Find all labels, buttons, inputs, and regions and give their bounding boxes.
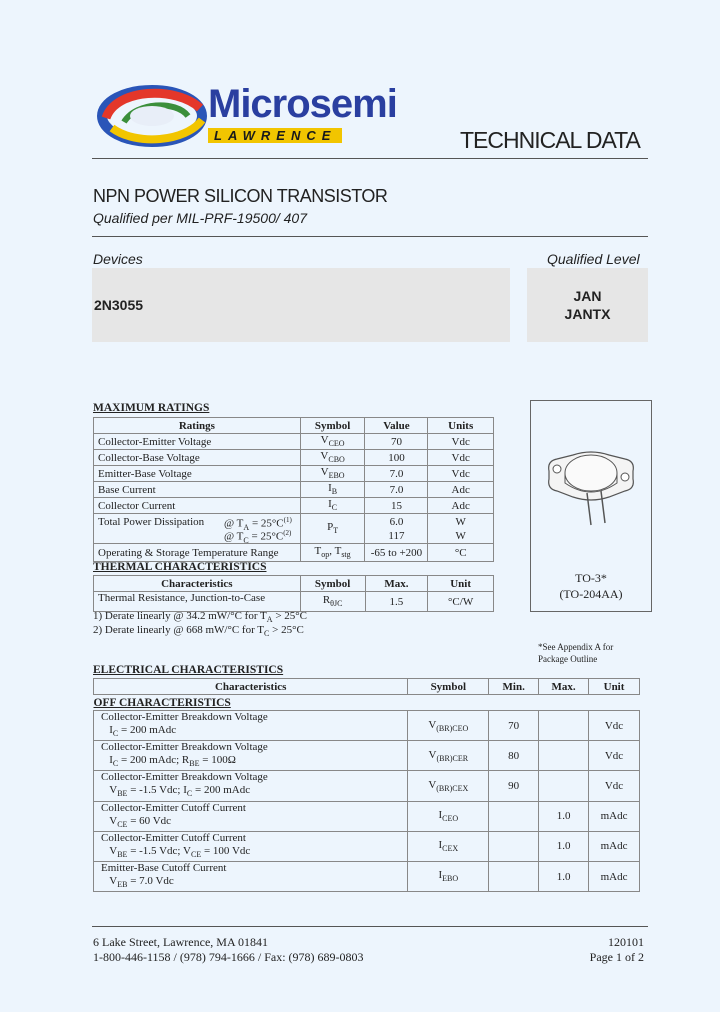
qualified-level-label: Qualified Level <box>547 251 640 267</box>
table-row: Collector-Emitter Cutoff Current $V_{CE} = 60$ Vdc $I_{CEO}$ 1.0 mAdc <box>94 801 640 831</box>
package-name: TO-3* <box>575 571 607 585</box>
division-name: LAWRENCE <box>208 128 342 143</box>
qualified-level-jantx: JANTX <box>564 306 611 322</box>
table-row: Total Power Dissipation @ $T_A = 25^\circ C^{(1)}$ @ $T_C = 25^\circ C^{(2)}$ $P_T$ 6.0 117 W W <box>94 514 494 544</box>
electrical-table <box>93 678 640 892</box>
package-box <box>530 400 652 612</box>
table-row: Emitter-Base Cutoff Current $V_{EB} = 7.0$ Vdc $I_{EBO}$ 1.0 mAdc <box>94 861 640 891</box>
header-divider <box>92 158 648 159</box>
col-unit: Unit <box>428 576 494 592</box>
package-note: *See Appendix A for Package Outline <box>538 642 614 664</box>
col-max: Max. <box>365 576 428 592</box>
thermal-note-2: 2) Derate linearly @ 668 mW/°C for $T_C > 25^\circ C$ <box>93 624 304 639</box>
off-characteristics-header: OFF CHARACTERISTICS <box>94 695 640 711</box>
table-row: Collector-Emitter Cutoff Current $V_{BE} = -1.5$ Vdc; $V_{CE} = 100$ Vdc $I_{CEX}$ 1.0 mAdc <box>94 831 640 861</box>
footer-phone: 1-800-446-1158 / (978) 794-1666 / Fax: (978) 689-0803 <box>93 950 364 964</box>
thermal-table <box>93 575 494 612</box>
table-row: Operating & Storage Temperature Range $T_{op}$, $T_{stg}$ -65 to +200 °C <box>94 544 494 562</box>
product-title: NPN POWER SILICON TRANSISTOR <box>93 186 388 206</box>
table-row: Thermal Resistance, Junction-to-Case $R_{\theta JC}$ 1.5 °C/W <box>94 592 494 612</box>
qualified-level-jan: JAN <box>573 288 602 304</box>
table-row: Collector Current $I_C$ 15 Adc <box>94 498 494 514</box>
brand-name: Microsemi <box>208 82 397 126</box>
footer-page-number: Page 1 of 2 <box>589 950 644 964</box>
table-row: Base Current $I_B$ 7.0 Adc <box>94 482 494 498</box>
table-row: Collector-Base Voltage $V_{CBO}$ 100 Vdc <box>94 450 494 466</box>
footer-divider <box>92 926 648 927</box>
footer-doc-number: 120101 <box>608 935 644 949</box>
qualified-level-box <box>527 268 648 342</box>
device-part-number: 2N3055 <box>94 297 144 313</box>
col-ratings: Ratings <box>94 418 301 434</box>
col-symbol: Symbol <box>408 679 489 695</box>
qualification-text: Qualified per MIL-PRF-19500/ 407 <box>93 210 307 226</box>
package-alt-name: (TO-204AA) <box>559 587 623 601</box>
col-max: Max. <box>539 679 589 695</box>
table-row: Collector-Emitter Voltage $V_{CEO}$ 70 Vdc <box>94 434 494 450</box>
col-characteristics: Characteristics <box>94 576 301 592</box>
col-units: Units <box>428 418 494 434</box>
logo-swirl-icon <box>96 82 208 148</box>
col-unit: Unit <box>589 679 640 695</box>
title-divider <box>92 236 648 237</box>
col-min: Min. <box>489 679 539 695</box>
thermal-note-1: 1) Derate linearly @ 34.2 mW/°C for $T_A > 25^\circ C$ <box>93 610 308 625</box>
logo <box>96 78 397 150</box>
table-row: Emitter-Base Voltage $V_{EBO}$ 7.0 Vdc <box>94 466 494 482</box>
col-symbol: Symbol <box>300 418 365 434</box>
thermal-title: THERMAL CHARACTERISTICS <box>93 561 267 573</box>
max-ratings-title: MAXIMUM RATINGS <box>93 402 210 414</box>
col-characteristics: Characteristics <box>94 679 408 695</box>
footer-address: 6 Lake Street, Lawrence, MA 01841 <box>93 935 268 949</box>
electrical-title: ELECTRICAL CHARACTERISTICS <box>93 664 284 676</box>
to3-package-icon <box>543 449 639 529</box>
table-row: Collector-Emitter Breakdown Voltage $I_C = 200$ mAdc $V_{(BR)CEO}$ 70 Vdc <box>94 711 640 741</box>
table-row: Collector-Emitter Breakdown Voltage $I_C = 200$ mAdc; $R_{BE} = 100\Omega$ $V_{(BR)CER}$ 80 Vdc <box>94 741 640 771</box>
max-ratings-table <box>93 417 494 562</box>
doc-type-title: TECHNICAL DATA <box>460 127 640 153</box>
devices-label: Devices <box>93 251 143 267</box>
table-row: Collector-Emitter Breakdown Voltage $V_{BE} = -1.5$ Vdc; $I_C = 200$ mAdc $V_{(BR)CEX}$ 90 Vdc <box>94 771 640 801</box>
col-symbol: Symbol <box>300 576 365 592</box>
devices-box <box>92 268 510 342</box>
col-value: Value <box>365 418 428 434</box>
